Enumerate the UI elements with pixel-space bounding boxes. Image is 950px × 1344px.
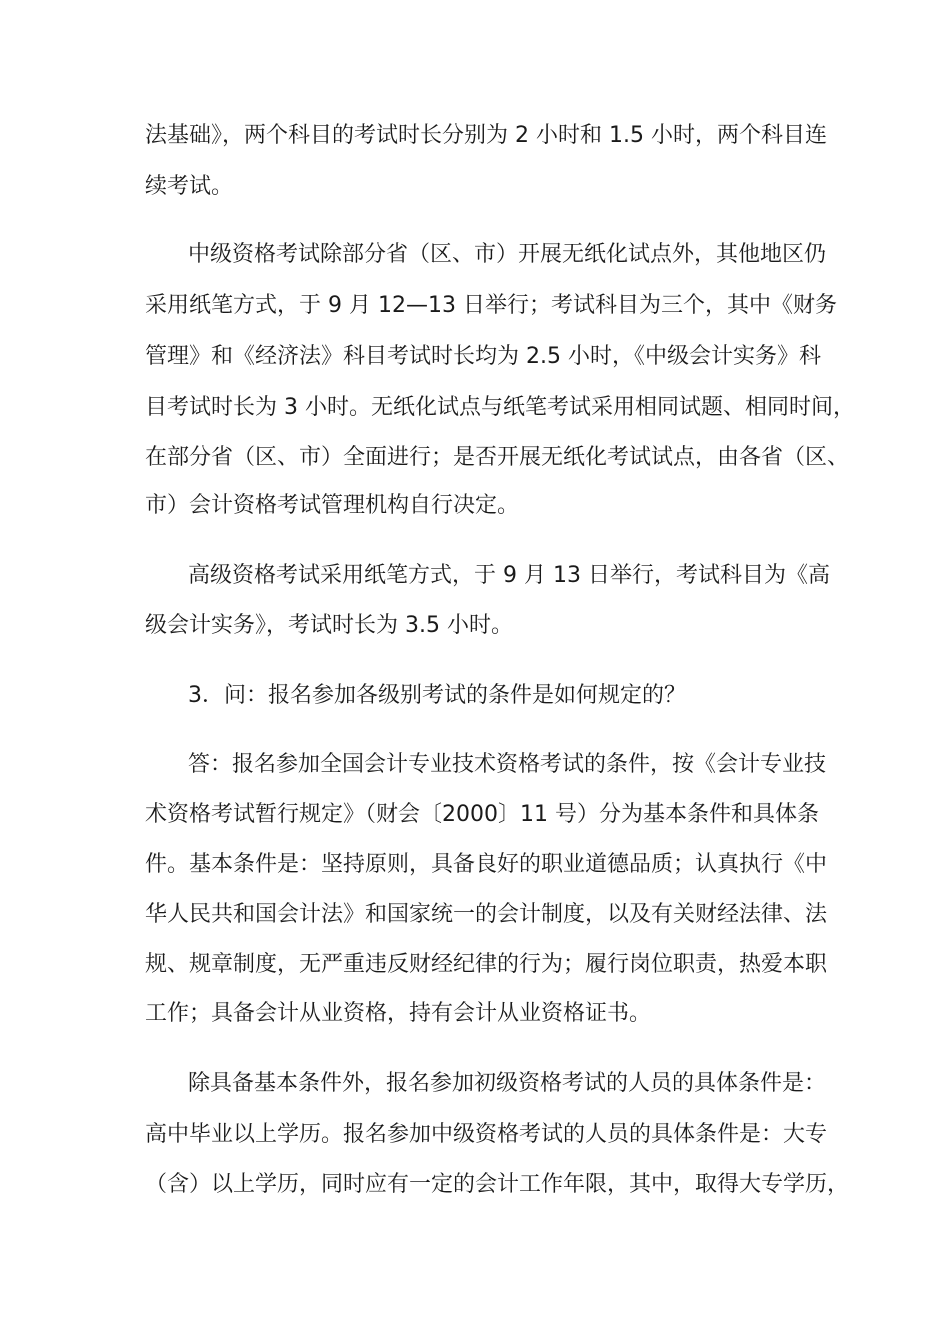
paragraph-line: 术资格考试暂行规定》（财会〔2000〕11 号）分为基本条件和具体条 (145, 802, 819, 827)
paragraph-line: 除具备基本条件外，报名参加初级资格考试的人员的具体条件是： (188, 1071, 827, 1096)
paragraph-line: 采用纸笔方式，于 9 月 12—13 日举行；考试科目为三个，其中《财务 (145, 293, 837, 318)
paragraph-line: 答：报名参加全国会计专业技术资格考试的条件，按《会计专业技 (188, 752, 827, 777)
paragraph-line: 高中毕业以上学历。报名参加中级资格考试的人员的具体条件是：大专 (145, 1122, 828, 1147)
paragraph-line: 高级资格考试采用纸笔方式，于 9 月 13 日举行，考试科目为《高 (188, 563, 830, 588)
paragraph-line: 件。基本条件是：坚持原则，具备良好的职业道德品质；认真执行《中 (145, 852, 828, 877)
paragraph-line: 规、规章制度，无严重违反财经纪律的行为；履行岗位职责，热爱本职 (145, 952, 828, 977)
paragraph-line: 级会计实务》，考试时长为 3.5 小时。 (145, 613, 513, 638)
paragraph-line: 目考试时长为 3 小时。无纸化试点与纸笔考试采用相同试题、相同时间， (145, 395, 855, 420)
paragraph-line: 法基础》，两个科目的考试时长分别为 2 小时和 1.5 小时，两个科目连 (145, 123, 827, 148)
paragraph-line: 中级资格考试除部分省（区、市）开展无纸化试点外，其他地区仍 (188, 242, 827, 267)
paragraph-line: 华人民共和国会计法》和国家统一的会计制度，以及有关财经法律、法 (145, 902, 828, 927)
paragraph-line: （含）以上学历，同时应有一定的会计工作年限，其中，取得大专学历， (145, 1172, 850, 1197)
paragraph-line: 市）会计资格考试管理机构自行决定。 (145, 493, 520, 518)
question-heading: 3．问：报名参加各级别考试的条件是如何规定的？ (188, 683, 686, 708)
paragraph-line: 在部分省（区、市）全面进行；是否开展无纸化考试试点，由各省（区、 (145, 445, 850, 470)
paragraph-line: 工作；具备会计从业资格，持有会计从业资格证书。 (145, 1001, 652, 1026)
paragraph-line: 管理》和《经济法》科目考试时长均为 2.5 小时，《中级会计实务》科 (145, 344, 821, 369)
paragraph-line: 续考试。 (145, 174, 234, 199)
